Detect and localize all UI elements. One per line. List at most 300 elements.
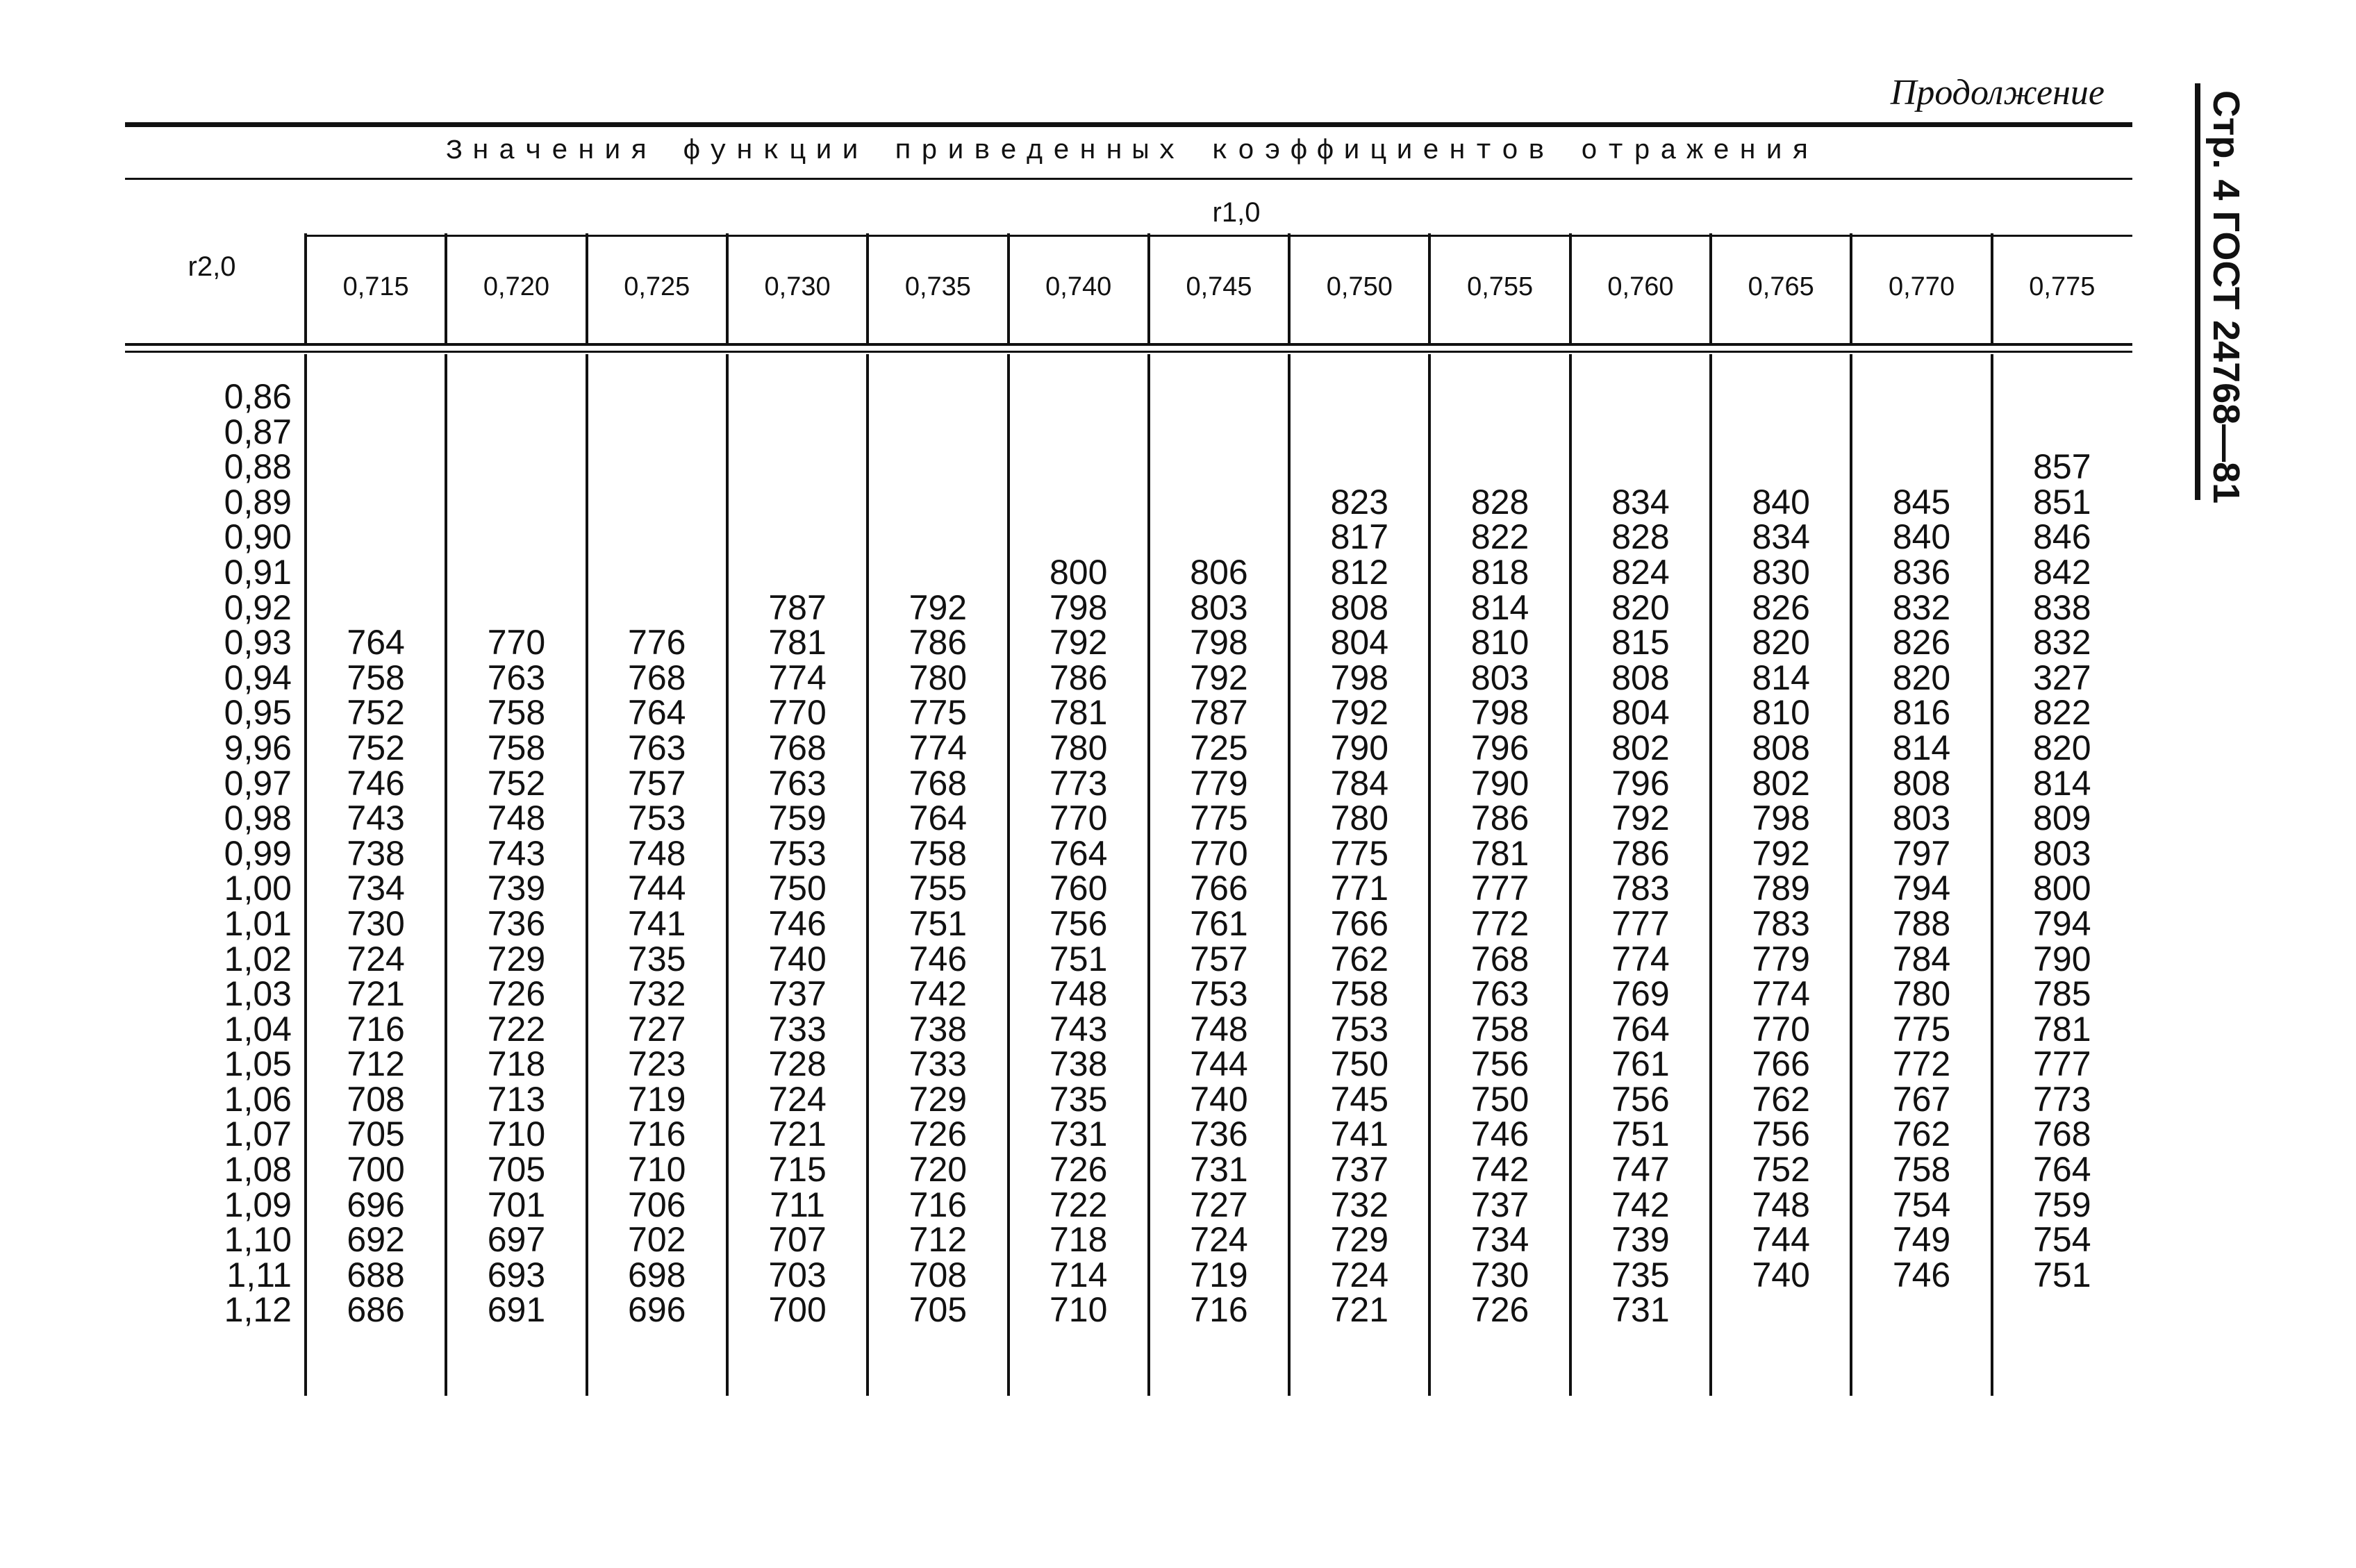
table-cell: 798 bbox=[1049, 587, 1108, 627]
table-cell bbox=[1009, 449, 1148, 485]
table-cell: 763 bbox=[628, 728, 686, 767]
table-cell: 736 bbox=[1190, 1115, 1248, 1154]
table-cell: 772 bbox=[1470, 903, 1529, 943]
table-cell: 767 bbox=[1892, 1079, 1951, 1119]
table-cell: 724 bbox=[1330, 1255, 1389, 1294]
table-cell: 691 bbox=[487, 1290, 546, 1330]
table-cell: 747 bbox=[1611, 1150, 1670, 1190]
table-cell bbox=[588, 449, 727, 485]
table-cell: 696 bbox=[628, 1290, 686, 1330]
row-label: 1,12 bbox=[224, 1290, 292, 1330]
table-cell bbox=[728, 519, 867, 555]
table-cell: 764 bbox=[1611, 1009, 1670, 1049]
table-cell: 732 bbox=[1330, 1185, 1389, 1224]
column-header: 0,750 bbox=[1326, 272, 1393, 301]
table-cell: 798 bbox=[1330, 658, 1389, 697]
table-cell bbox=[868, 555, 1007, 590]
table-cell: 803 bbox=[1190, 587, 1248, 627]
table-cell bbox=[1431, 379, 1570, 415]
table-cell: 718 bbox=[487, 1044, 546, 1084]
table-cell: 826 bbox=[1752, 587, 1810, 627]
table-cell: 746 bbox=[909, 939, 968, 978]
table-cell: 794 bbox=[1892, 869, 1951, 908]
table-cell: 726 bbox=[1470, 1290, 1529, 1330]
table-cell bbox=[1711, 379, 1850, 415]
table-cell: 698 bbox=[628, 1255, 686, 1294]
table-cell: 722 bbox=[487, 1009, 546, 1049]
table-cell bbox=[1009, 519, 1148, 555]
column-header: 0,760 bbox=[1607, 272, 1674, 301]
table-cell: 714 bbox=[1049, 1255, 1108, 1294]
column-header: 0,720 bbox=[483, 272, 549, 301]
table-cell: 744 bbox=[1190, 1044, 1248, 1084]
table-cell bbox=[868, 519, 1007, 555]
table-cell: 787 bbox=[1190, 693, 1248, 733]
table-cell: 781 bbox=[1049, 693, 1108, 733]
table-cell bbox=[1009, 415, 1148, 450]
data-column bbox=[588, 379, 727, 1328]
table-cell: 838 bbox=[2033, 587, 2091, 627]
table-cell: 773 bbox=[1049, 763, 1108, 803]
table-cell: 748 bbox=[1752, 1185, 1810, 1224]
table-cell: 820 bbox=[1892, 658, 1951, 697]
table-cell: 721 bbox=[347, 974, 405, 1014]
table-cell: 814 bbox=[1470, 587, 1529, 627]
row-labels bbox=[139, 379, 292, 1328]
data-column bbox=[306, 379, 445, 1328]
table-cell: 761 bbox=[1190, 903, 1248, 943]
table-cell: 746 bbox=[768, 903, 827, 943]
table-cell bbox=[447, 590, 586, 626]
table-cell: 770 bbox=[1049, 799, 1108, 838]
table-cell: 726 bbox=[487, 974, 546, 1014]
table-cell: 780 bbox=[1892, 974, 1951, 1014]
table-cell: 721 bbox=[1330, 1290, 1389, 1330]
row-label: 0,99 bbox=[224, 833, 292, 873]
table-cell: 743 bbox=[1049, 1009, 1108, 1049]
table-cell: 840 bbox=[1752, 482, 1810, 522]
column-header: 0,745 bbox=[1186, 272, 1252, 301]
table-cell: 734 bbox=[347, 869, 405, 908]
column-header: 0,735 bbox=[904, 272, 971, 301]
table-cell: 748 bbox=[1190, 1009, 1248, 1049]
table-cell: 758 bbox=[487, 728, 546, 767]
table-cell: 798 bbox=[1470, 693, 1529, 733]
table-cell bbox=[447, 415, 586, 450]
table-cell: 768 bbox=[2033, 1115, 2091, 1154]
continued-label: Продолжение bbox=[1890, 73, 2105, 112]
table-cell: 826 bbox=[1892, 623, 1951, 662]
table-cell: 728 bbox=[768, 1044, 827, 1084]
table-cell: 775 bbox=[1892, 1009, 1951, 1049]
table-cell: 697 bbox=[487, 1220, 546, 1260]
table-cell: 754 bbox=[1892, 1185, 1951, 1224]
table-cell bbox=[306, 449, 445, 485]
table-cell: 775 bbox=[1330, 833, 1389, 873]
table-cell: 740 bbox=[1190, 1079, 1248, 1119]
table-cell: 794 bbox=[2033, 903, 2091, 943]
table-cell bbox=[588, 590, 727, 626]
table-cell: 753 bbox=[1330, 1009, 1389, 1049]
row-label: 0,90 bbox=[224, 517, 292, 557]
table-cell bbox=[588, 485, 727, 520]
row-label: 1,10 bbox=[224, 1220, 292, 1260]
table-cell: 792 bbox=[1611, 799, 1670, 838]
table-cell: 766 bbox=[1190, 869, 1248, 908]
table-cell: 705 bbox=[347, 1115, 405, 1154]
table-cell: 834 bbox=[1611, 482, 1670, 522]
table-cell bbox=[1150, 519, 1288, 555]
table-cell: 756 bbox=[1049, 903, 1108, 943]
table-cell: 780 bbox=[1049, 728, 1108, 767]
table-cell: 774 bbox=[768, 658, 827, 697]
table-cell: 766 bbox=[1752, 1044, 1810, 1084]
table-cell bbox=[1571, 415, 1710, 450]
table-cell: 758 bbox=[487, 693, 546, 733]
table-cell: 738 bbox=[909, 1009, 968, 1049]
table-cell: 790 bbox=[1470, 763, 1529, 803]
table-cell bbox=[1993, 379, 2132, 415]
table-cell: 748 bbox=[628, 833, 686, 873]
table-cell: 700 bbox=[347, 1150, 405, 1190]
table-cell: 749 bbox=[1892, 1220, 1951, 1260]
table-cell: 840 bbox=[1892, 517, 1951, 557]
row-label: 0,88 bbox=[224, 447, 292, 487]
table-cell: 686 bbox=[347, 1290, 405, 1330]
table-cell: 800 bbox=[1049, 552, 1108, 592]
table-cell: 752 bbox=[1752, 1150, 1810, 1190]
row-label: 1,11 bbox=[226, 1255, 292, 1294]
table-cell: 797 bbox=[1892, 833, 1951, 873]
column-header: 0,755 bbox=[1467, 272, 1534, 301]
row-label: 0,91 bbox=[224, 552, 292, 592]
r1-header-rule bbox=[306, 235, 2132, 237]
table-cell: 808 bbox=[1611, 658, 1670, 697]
table-cell: 803 bbox=[1892, 799, 1951, 838]
table-cell: 834 bbox=[1752, 517, 1810, 557]
table-cell: 725 bbox=[1190, 728, 1248, 767]
table-cell: 739 bbox=[487, 869, 546, 908]
table-cell bbox=[1150, 379, 1288, 415]
table-cell bbox=[1852, 1292, 1991, 1328]
table-cell: 815 bbox=[1611, 623, 1670, 662]
table-cell: 731 bbox=[1190, 1150, 1248, 1190]
table-cell: 818 bbox=[1470, 552, 1529, 592]
table-cell bbox=[1993, 415, 2132, 450]
table-cell: 752 bbox=[487, 763, 546, 803]
table-cell: 741 bbox=[628, 903, 686, 943]
table-cell: 753 bbox=[1190, 974, 1248, 1014]
table-cell bbox=[588, 555, 727, 590]
table-cell: 788 bbox=[1892, 903, 1951, 943]
table-cell: 752 bbox=[347, 728, 405, 767]
column-header: 0,715 bbox=[342, 272, 409, 301]
table-cell: 803 bbox=[2033, 833, 2091, 873]
table-cell: 820 bbox=[1611, 587, 1670, 627]
table-cell: 761 bbox=[1611, 1044, 1670, 1084]
table-cell bbox=[447, 519, 586, 555]
table-cell: 812 bbox=[1330, 552, 1389, 592]
table-cell bbox=[1852, 379, 1991, 415]
table-cell: 743 bbox=[487, 833, 546, 873]
table-cell bbox=[868, 415, 1007, 450]
table-cell bbox=[306, 590, 445, 626]
table-cell: 708 bbox=[347, 1079, 405, 1119]
data-column bbox=[447, 379, 586, 1328]
row-label: 1,04 bbox=[224, 1009, 292, 1049]
table-cell: 742 bbox=[1470, 1150, 1529, 1190]
table-cell: 828 bbox=[1611, 517, 1670, 557]
table-cell: 730 bbox=[1470, 1255, 1529, 1294]
table-cell: 822 bbox=[1470, 517, 1529, 557]
table-cell: 762 bbox=[1330, 939, 1389, 978]
table-cell: 783 bbox=[1611, 869, 1670, 908]
table-cell: 792 bbox=[1752, 833, 1810, 873]
row-label: 9,96 bbox=[224, 728, 292, 767]
table-cell: 759 bbox=[2033, 1185, 2091, 1224]
table-cell: 773 bbox=[2033, 1079, 2091, 1119]
table-cell: 786 bbox=[1049, 658, 1108, 697]
row-label: 0,86 bbox=[224, 377, 292, 416]
table-cell: 770 bbox=[1752, 1009, 1810, 1049]
table-cell: 781 bbox=[1470, 833, 1529, 873]
table-cell: 720 bbox=[909, 1150, 968, 1190]
table-cell: 802 bbox=[1752, 763, 1810, 803]
column-header: 0,770 bbox=[1888, 272, 1955, 301]
table-title: Значения функции приведенных коэффициентов отражения bbox=[445, 136, 1819, 167]
table-cell: 770 bbox=[768, 693, 827, 733]
table-cell: 808 bbox=[1892, 763, 1951, 803]
table-cell: 739 bbox=[1611, 1220, 1670, 1260]
r1-axis-label: r1,0 bbox=[1212, 197, 1261, 228]
table-cell bbox=[1150, 485, 1288, 520]
table-cell: 785 bbox=[2033, 974, 2091, 1014]
table-cell: 724 bbox=[347, 939, 405, 978]
table-cell: 753 bbox=[768, 833, 827, 873]
row-label: 0,93 bbox=[224, 623, 292, 662]
table-cell: 733 bbox=[909, 1044, 968, 1084]
table-cell: 810 bbox=[1752, 693, 1810, 733]
table-cell bbox=[1571, 449, 1710, 485]
table-cell: 756 bbox=[1470, 1044, 1529, 1084]
table-cell: 723 bbox=[628, 1044, 686, 1084]
table-cell bbox=[1290, 449, 1429, 485]
table-cell: 802 bbox=[1611, 728, 1670, 767]
table-cell bbox=[1993, 1292, 2132, 1328]
table-cell: 712 bbox=[909, 1220, 968, 1260]
table-cell: 769 bbox=[1611, 974, 1670, 1014]
table-cell: 792 bbox=[1330, 693, 1389, 733]
table-cell: 758 bbox=[1470, 1009, 1529, 1049]
table-cell: 746 bbox=[1892, 1255, 1951, 1294]
table-cell: 750 bbox=[1330, 1044, 1389, 1084]
table-cell bbox=[1290, 379, 1429, 415]
table-cell: 781 bbox=[768, 623, 827, 662]
side-header bbox=[2188, 90, 2264, 507]
data-column bbox=[1290, 379, 1429, 1328]
table-cell: 814 bbox=[2033, 763, 2091, 803]
table-cell: 707 bbox=[768, 1220, 827, 1260]
column-header: 0,740 bbox=[1045, 272, 1112, 301]
table-cell: 724 bbox=[768, 1079, 827, 1119]
row-label: 0,92 bbox=[224, 587, 292, 627]
table-cell bbox=[588, 379, 727, 415]
row-label: 1,09 bbox=[224, 1185, 292, 1224]
table-cell: 735 bbox=[1611, 1255, 1670, 1294]
table-cell bbox=[1431, 449, 1570, 485]
table-cell: 724 bbox=[1190, 1220, 1248, 1260]
table-cell: 806 bbox=[1190, 552, 1248, 592]
table-cell: 729 bbox=[909, 1079, 968, 1119]
table-cell: 804 bbox=[1611, 693, 1670, 733]
table-cell bbox=[1852, 415, 1991, 450]
table-cell: 809 bbox=[2033, 799, 2091, 838]
table-cell: 751 bbox=[1611, 1115, 1670, 1154]
table-cell: 787 bbox=[768, 587, 827, 627]
table-cell bbox=[1009, 379, 1148, 415]
table-cell: 836 bbox=[1892, 552, 1951, 592]
table-cell: 710 bbox=[1049, 1290, 1108, 1330]
row-label: 0,95 bbox=[224, 693, 292, 733]
table-cell: 758 bbox=[347, 658, 405, 697]
table-cell: 768 bbox=[909, 763, 968, 803]
table-cell: 742 bbox=[909, 974, 968, 1014]
table-cell: 764 bbox=[2033, 1150, 2091, 1190]
data-column bbox=[1150, 379, 1288, 1328]
data-column bbox=[728, 379, 867, 1328]
table-cell: 774 bbox=[1611, 939, 1670, 978]
table-cell bbox=[1711, 1292, 1850, 1328]
table-cell: 777 bbox=[1611, 903, 1670, 943]
table-cell: 716 bbox=[628, 1115, 686, 1154]
table-cell: 760 bbox=[1049, 869, 1108, 908]
table-cell: 786 bbox=[909, 623, 968, 662]
table-cell: 756 bbox=[1752, 1115, 1810, 1154]
table-cell: 706 bbox=[628, 1185, 686, 1224]
data-column bbox=[1009, 379, 1148, 1328]
table-cell: 757 bbox=[1190, 939, 1248, 978]
table-cell: 790 bbox=[2033, 939, 2091, 978]
table-cell: 857 bbox=[2033, 447, 2091, 487]
table-cell: 755 bbox=[909, 869, 968, 908]
table-cell: 750 bbox=[1470, 1079, 1529, 1119]
table-cell: 753 bbox=[628, 799, 686, 838]
table-cell bbox=[447, 379, 586, 415]
table-cell: 711 bbox=[770, 1185, 825, 1224]
row-label: 0,94 bbox=[224, 658, 292, 697]
table-cell bbox=[447, 485, 586, 520]
table-cell: 772 bbox=[1892, 1044, 1951, 1084]
table-cell: 754 bbox=[2033, 1220, 2091, 1260]
table-cell: 751 bbox=[909, 903, 968, 943]
table-cell: 775 bbox=[909, 693, 968, 733]
table-cell bbox=[1009, 485, 1148, 520]
table-cell bbox=[1711, 415, 1850, 450]
table-cell: 735 bbox=[1049, 1079, 1108, 1119]
table-cell: 808 bbox=[1330, 587, 1389, 627]
table-cell: 746 bbox=[1470, 1115, 1529, 1154]
table-cell: 748 bbox=[1049, 974, 1108, 1014]
table-cell: 715 bbox=[768, 1150, 827, 1190]
table-cell: 701 bbox=[487, 1185, 546, 1224]
row-label: 1,08 bbox=[224, 1150, 292, 1190]
table-cell: 842 bbox=[2033, 552, 2091, 592]
table-cell: 688 bbox=[347, 1255, 405, 1294]
table-cell: 789 bbox=[1752, 869, 1810, 908]
table-cell: 692 bbox=[347, 1220, 405, 1260]
header-bottom-rule-2 bbox=[125, 351, 2132, 353]
table-cell: 828 bbox=[1470, 482, 1529, 522]
table-cell bbox=[728, 485, 867, 520]
r2-axis-label: r2,0 bbox=[188, 251, 236, 282]
table-cell: 832 bbox=[2033, 623, 2091, 662]
table-cell bbox=[1711, 449, 1850, 485]
row-label: 0,97 bbox=[224, 763, 292, 803]
table-cell: 738 bbox=[1049, 1044, 1108, 1084]
table-cell: 731 bbox=[1611, 1290, 1670, 1330]
table-cell: 783 bbox=[1752, 903, 1810, 943]
table-cell: 764 bbox=[1049, 833, 1108, 873]
table-cell: 721 bbox=[768, 1115, 827, 1154]
table-cell bbox=[306, 485, 445, 520]
table-cell: 768 bbox=[1470, 939, 1529, 978]
table-cell bbox=[306, 519, 445, 555]
row-label: 1,05 bbox=[224, 1044, 292, 1084]
table-cell bbox=[588, 415, 727, 450]
table-cell bbox=[306, 555, 445, 590]
row-label: 1,00 bbox=[224, 869, 292, 908]
row-label: 1,01 bbox=[224, 903, 292, 943]
table-cell: 716 bbox=[347, 1009, 405, 1049]
table-cell bbox=[868, 449, 1007, 485]
table-cell: 727 bbox=[628, 1009, 686, 1049]
table-cell: 327 bbox=[2033, 658, 2091, 697]
table-cell bbox=[1290, 415, 1429, 450]
table-cell: 735 bbox=[628, 939, 686, 978]
table-cell: 732 bbox=[628, 974, 686, 1014]
table-cell: 824 bbox=[1611, 552, 1670, 592]
table-cell bbox=[1150, 415, 1288, 450]
table-cell: 846 bbox=[2033, 517, 2091, 557]
data-column bbox=[1993, 379, 2132, 1328]
table-cell: 800 bbox=[2033, 869, 2091, 908]
table-cell: 784 bbox=[1330, 763, 1389, 803]
table-cell: 766 bbox=[1330, 903, 1389, 943]
table-cell bbox=[447, 449, 586, 485]
table-cell bbox=[728, 415, 867, 450]
table-cell: 823 bbox=[1330, 482, 1389, 522]
title-bottom-rule bbox=[125, 178, 2132, 180]
column-header: 0,775 bbox=[2029, 272, 2096, 301]
data-column bbox=[1711, 379, 1850, 1328]
table-cell: 810 bbox=[1470, 623, 1529, 662]
table-cell: 792 bbox=[1049, 623, 1108, 662]
table-cell: 693 bbox=[487, 1255, 546, 1294]
table-cell bbox=[1431, 415, 1570, 450]
table-cell: 822 bbox=[2033, 693, 2091, 733]
side-header-text: Стр. 4 ГОСТ 24768—81 bbox=[2205, 90, 2247, 504]
table-cell: 768 bbox=[628, 658, 686, 697]
table-cell: 790 bbox=[1330, 728, 1389, 767]
table-cell: 705 bbox=[487, 1150, 546, 1190]
table-cell: 770 bbox=[487, 623, 546, 662]
table-cell: 758 bbox=[1892, 1150, 1951, 1190]
table-cell bbox=[728, 379, 867, 415]
table-cell: 779 bbox=[1752, 939, 1810, 978]
data-column bbox=[1571, 379, 1710, 1328]
table-cell: 768 bbox=[768, 728, 827, 767]
table-cell: 744 bbox=[628, 869, 686, 908]
